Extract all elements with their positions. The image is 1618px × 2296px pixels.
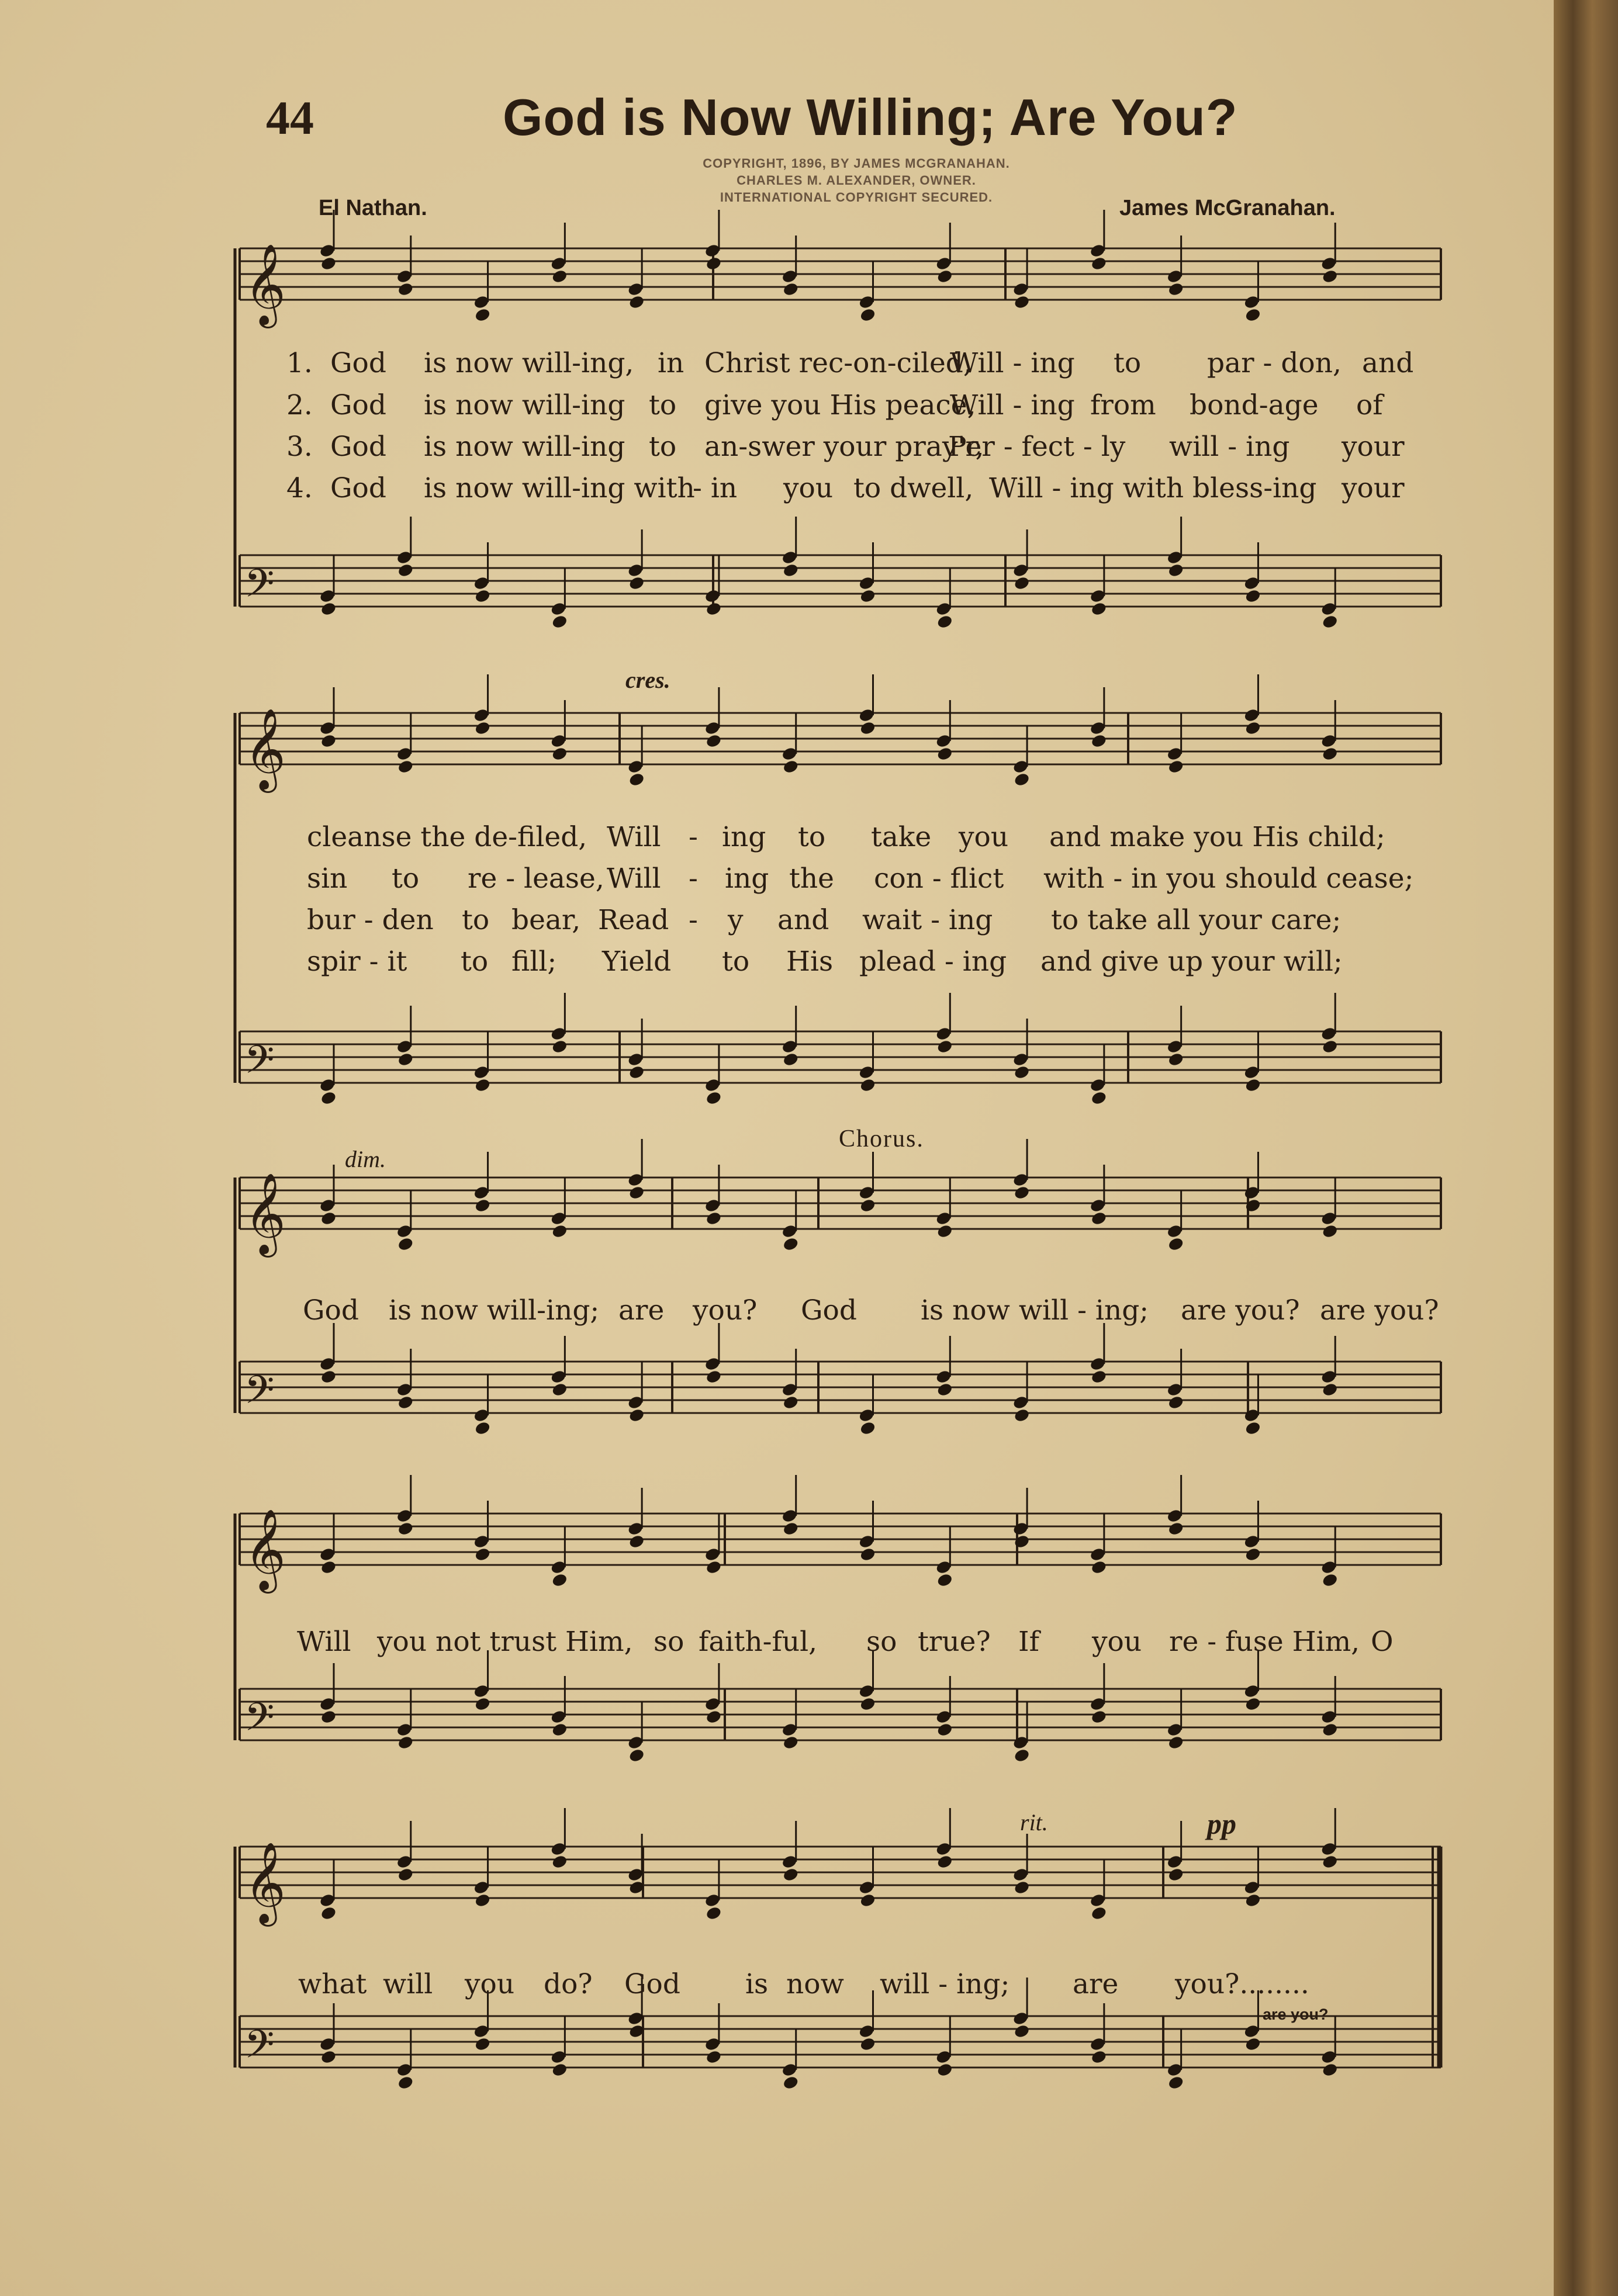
note-head [1167, 759, 1184, 774]
copyright-line: INTERNATIONAL COPYRIGHT SECURED. [720, 190, 993, 205]
note-head [474, 2037, 491, 2052]
echo-lyric: are you? [1263, 2006, 1329, 2023]
bass-clef-icon: 𝄢 [244, 561, 275, 615]
note-head [1322, 1722, 1339, 1737]
note-head [628, 1534, 645, 1549]
composer-credit: James McGranahan. [1119, 196, 1336, 220]
note-head [1090, 256, 1107, 271]
lyric-line-verse3-b: bur - den to bear, Read - y and wait - ing to take all your care; [307, 904, 1342, 936]
note-head [936, 1224, 953, 1239]
treble-clef-icon: 𝄞 [244, 708, 286, 789]
note-head [397, 1735, 414, 1750]
crescendo-marking: cres. [625, 667, 670, 693]
lyric-line-verse4-a: 4. God is now will-ing with - in you to dwell, Will - ing with bless-ing your [286, 472, 1405, 504]
verse-number: 1. [286, 347, 313, 379]
lyric-line-verse1-b: cleanse the de-filed, Will - ing to take you and make you His child; [307, 821, 1385, 853]
note-head [320, 601, 337, 617]
note-head [859, 1078, 876, 1093]
note-head [551, 1382, 568, 1397]
note-head [1090, 1709, 1107, 1724]
note-head [320, 1369, 337, 1384]
note-head [936, 269, 953, 284]
note-head [936, 1382, 953, 1397]
note-head [705, 601, 722, 617]
note-head [782, 1395, 799, 1410]
note-head [397, 1395, 414, 1410]
note-head [628, 1065, 645, 1080]
note-head [474, 1893, 491, 1908]
clef-signs [244, 244, 286, 2076]
note-head [320, 1906, 337, 1921]
lyric-line-verse2-a: 2. God is now will-ing to give you His peace, Will - ing from bond-age of [286, 389, 1383, 421]
note-head [551, 1854, 568, 1869]
bass-clef-icon: 𝄢 [244, 1695, 275, 1749]
note-head [1167, 1521, 1184, 1536]
note-head [628, 1748, 645, 1763]
pianissimo-marking: pp [1207, 1807, 1236, 1840]
chorus-label: Chorus. [839, 1126, 924, 1152]
note-head [397, 1237, 414, 1252]
note-head [474, 1421, 491, 1436]
verse-number: 4. [286, 472, 313, 504]
chorus-line-3: what will you do? God is now will - ing; are you?........ [298, 1968, 1309, 2000]
note-head [1322, 1039, 1339, 1054]
lyric-line-verse1-a: 1. God is now will-ing, in Christ rec-on-ciled, Will - ing to par - don, and [286, 347, 1414, 379]
note-head [474, 1696, 491, 1712]
note-head [1167, 1735, 1184, 1750]
note-head [936, 614, 953, 629]
bass-clef-icon: 𝄢 [244, 1037, 275, 1092]
note-head [782, 1052, 799, 1067]
note-head [320, 1090, 337, 1106]
note-head [936, 1573, 953, 1588]
note-head [551, 269, 568, 284]
note-head [1167, 1052, 1184, 1067]
note-head [551, 2062, 568, 2077]
note-head [1322, 1382, 1339, 1397]
note-head [1244, 1078, 1261, 1093]
note-head [1322, 614, 1339, 629]
note-head [705, 2049, 722, 2065]
note-head [1244, 1893, 1261, 1908]
lyricist-credit: El Nathan. [319, 196, 427, 220]
note-head [1013, 2024, 1030, 2039]
note-head [936, 2062, 953, 2077]
note-head [628, 576, 645, 591]
note-head [320, 1560, 337, 1575]
treble-clef-icon: 𝄞 [244, 244, 286, 325]
note-head [397, 563, 414, 578]
note-head [705, 1211, 722, 1226]
book-spine [1554, 0, 1618, 2296]
note-head [628, 1408, 645, 1423]
note-head [397, 1867, 414, 1882]
note-head [859, 307, 876, 323]
note-head [705, 256, 722, 271]
note-head [1013, 1748, 1030, 1763]
note-head [859, 1893, 876, 1908]
note-head [782, 1735, 799, 1750]
note-head [551, 1722, 568, 1737]
note-head [859, 721, 876, 736]
note-head [1013, 1185, 1030, 1200]
note-head [1322, 1224, 1339, 1239]
note-head [1244, 1421, 1261, 1436]
note-head [397, 2075, 414, 2090]
note-head [551, 1039, 568, 1054]
note-head [782, 1521, 799, 1536]
chorus-line-2: Will you not trust Him, so faith-ful, so true? If you re - fuse Him, O [297, 1626, 1394, 1658]
note-head [1013, 295, 1030, 310]
note-head [705, 1560, 722, 1575]
note-head [320, 256, 337, 271]
note-head [474, 721, 491, 736]
note-head [705, 1709, 722, 1724]
note-head [1090, 601, 1107, 617]
note-head [1322, 269, 1339, 284]
lyric-line-verse2-b: sin to re - lease, Will - ing the con - flict with - in you should cease; [307, 863, 1414, 895]
treble-clef-icon: 𝄞 [244, 1173, 286, 1254]
note-head [705, 1906, 722, 1921]
note-head [782, 759, 799, 774]
note-head [1322, 2062, 1339, 2077]
note-head [1013, 1065, 1030, 1080]
note-head [1090, 2049, 1107, 2065]
note-head [1090, 733, 1107, 749]
note-head [1167, 1867, 1184, 1882]
note-head [1090, 1090, 1107, 1106]
note-head [1013, 1534, 1030, 1549]
note-head [397, 1521, 414, 1536]
note-head [859, 588, 876, 604]
ritardando-marking: rit. [1020, 1809, 1048, 1836]
note-head [320, 1211, 337, 1226]
note-head [474, 1547, 491, 1562]
note-head [1322, 1854, 1339, 1869]
note-head [320, 2049, 337, 2065]
note-head [397, 282, 414, 297]
note-head [782, 282, 799, 297]
lyric-line-verse4-b: spir - it to fill; Yield to His plead - ing and give up your will; [307, 946, 1343, 978]
note-head [936, 746, 953, 761]
note-head [1167, 2075, 1184, 2090]
bass-clef-icon: 𝄢 [244, 1367, 275, 1422]
note-head [474, 588, 491, 604]
diminuendo-marking: dim. [345, 1146, 386, 1172]
note-head [859, 1547, 876, 1562]
note-head [320, 733, 337, 749]
note-head [936, 1854, 953, 1869]
hymn-title: God is Now Willing; Are You? [503, 88, 1238, 146]
note-head [936, 1039, 953, 1054]
copyright-line: COPYRIGHT, 1896, BY JAMES MCGRANAHAN. [703, 156, 1010, 171]
note-head [859, 1421, 876, 1436]
note-head [1090, 1560, 1107, 1575]
note-head [628, 772, 645, 787]
note-head [1244, 721, 1261, 736]
note-head [1090, 1369, 1107, 1384]
note-head [705, 1090, 722, 1106]
verse-number: 3. [286, 431, 313, 463]
verse-number: 2. [286, 389, 313, 421]
note-head [397, 759, 414, 774]
note-head [1167, 1237, 1184, 1252]
note-head [551, 1224, 568, 1239]
note-head [1322, 746, 1339, 761]
note-head [1013, 772, 1030, 787]
note-head [1322, 1573, 1339, 1588]
note-head [320, 1709, 337, 1724]
note-head [782, 1867, 799, 1882]
note-head [397, 1052, 414, 1067]
note-head [859, 2037, 876, 2052]
note-head [705, 733, 722, 749]
note-head [1167, 1395, 1184, 1410]
note-head [782, 1237, 799, 1252]
note-head [1244, 2037, 1261, 2052]
note-head [1244, 1696, 1261, 1712]
chorus-line-1: God is now will-ing; are you? God is now will - ing; are you? are you? [303, 1294, 1439, 1327]
note-head [1013, 576, 1030, 591]
note-head [936, 1722, 953, 1737]
note-head [782, 2075, 799, 2090]
note-head [474, 1198, 491, 1213]
treble-clef-icon: 𝄞 [244, 1842, 286, 1923]
note-head [1167, 563, 1184, 578]
page-number: 44 [266, 91, 314, 144]
note-head [1244, 588, 1261, 604]
note-head [1090, 1211, 1107, 1226]
note-head [1013, 1408, 1030, 1423]
note-head [859, 1198, 876, 1213]
note-head [551, 614, 568, 629]
note-head [1013, 1880, 1030, 1895]
note-head [1244, 1547, 1261, 1562]
bar-lines [235, 248, 1441, 2068]
note-head [628, 1185, 645, 1200]
note-head [628, 295, 645, 310]
staff-lines [240, 248, 1441, 2068]
note-head [1167, 282, 1184, 297]
lyric-line-verse3-a: 3. God is now will-ing to an-swer your pray'r, Per - fect - ly will - ing your [286, 431, 1405, 463]
copyright-line: CHARLES M. ALEXANDER, OWNER. [737, 173, 976, 188]
note-head [551, 1573, 568, 1588]
note-head [474, 307, 491, 323]
note-head [551, 746, 568, 761]
treble-clef-icon: 𝄞 [244, 1509, 286, 1590]
note-head [859, 1696, 876, 1712]
note-head [1244, 307, 1261, 323]
bass-clef-icon: 𝄢 [244, 2022, 275, 2076]
note-head [782, 563, 799, 578]
note-head [705, 1369, 722, 1384]
note-head [474, 1078, 491, 1093]
note-head [1090, 1906, 1107, 1921]
